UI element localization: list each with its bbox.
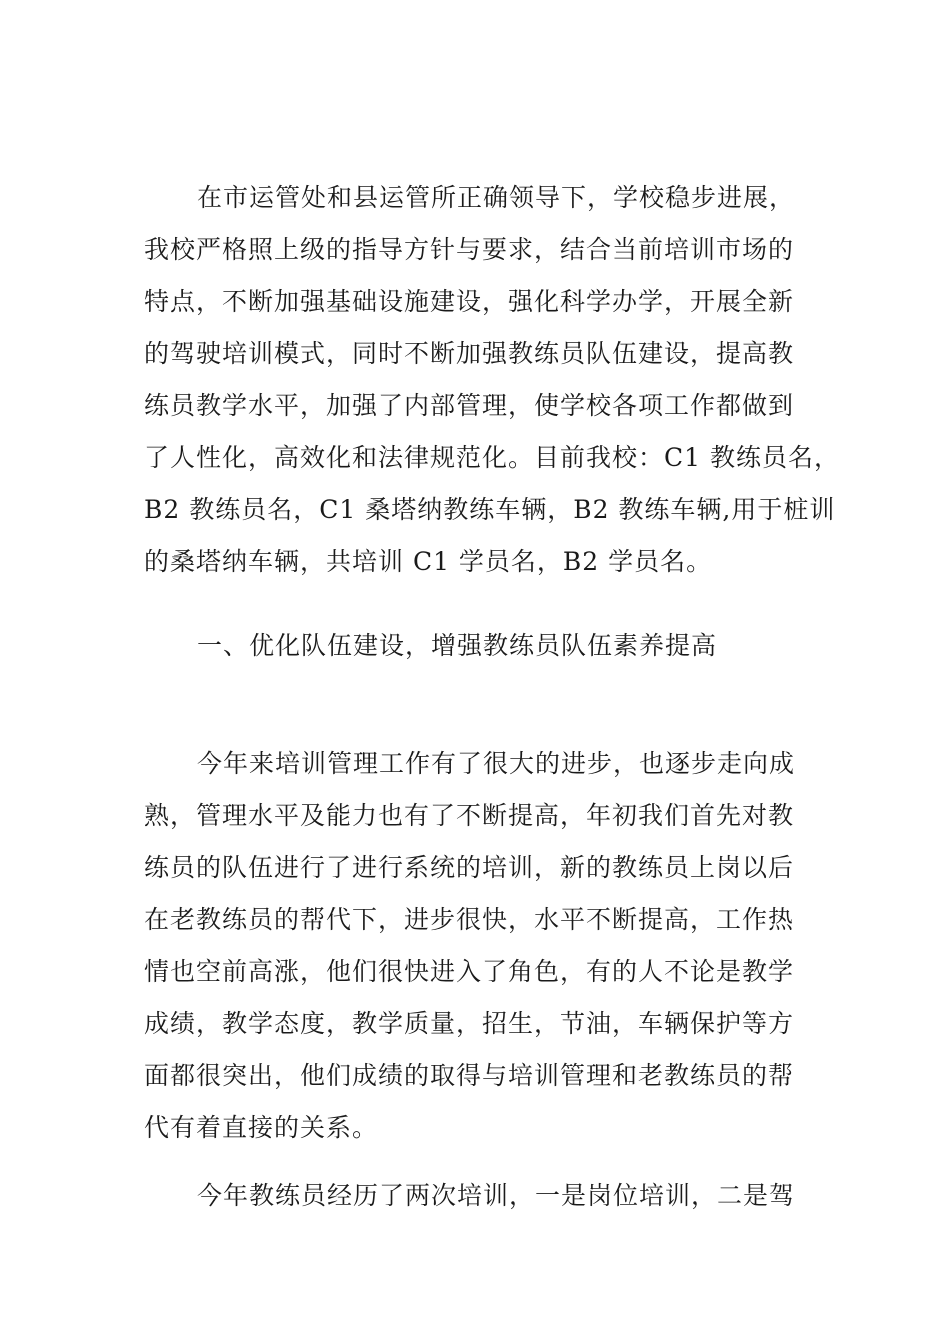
text-line: 代有着直接的关系。 — [144, 1113, 379, 1142]
text-line: 在老教练员的帮代下，进步很快，水平不断提高，工作热 — [144, 905, 795, 934]
text-line: 在市运管处和县运管所正确领导下，学校稳步进展， — [197, 183, 796, 212]
text-line: 成绩，教学态度，教学质量，招生，节油，车辆保护等方 — [144, 1009, 795, 1038]
text-line: 练员的队伍进行了进行系统的培训，新的教练员上岗以后 — [144, 853, 795, 882]
paragraph-training — [144, 738, 810, 1154]
text-line: 特点，不断加强基础设施建设，强化科学办学，开展全新 — [144, 287, 795, 316]
text-line: 面都很突出，他们成绩的取得与培训管理和老教练员的帮 — [144, 1061, 795, 1090]
text-line: 今年来培训管理工作有了很大的进步，也逐步走向成 — [197, 749, 796, 778]
text-line: 熟，管理水平及能力也有了不断提高，年初我们首先对教 — [144, 801, 795, 830]
text-line: 今年教练员经历了两次培训，一是岗位培训，二是驾 — [197, 1181, 796, 1210]
section-heading — [144, 620, 810, 672]
heading-line: 一、优化队伍建设，增强教练员队伍素养提高 — [197, 631, 718, 660]
text-line: 了人性化，高效化和法律规范化。目前我校：C1 教练员名， — [144, 443, 840, 472]
paragraph-two-trainings — [144, 1170, 810, 1222]
paragraph-intro — [144, 172, 840, 588]
text-line: B2 教练员名，C1 桑塔纳教练车辆，B2 教练车辆,用于桩训 — [144, 495, 836, 524]
text-line: 的驾驶培训模式，同时不断加强教练员队伍建设，提高教 — [144, 339, 795, 368]
text-line: 情也空前高涨，他们很快进入了角色，有的人不论是教学 — [144, 957, 795, 986]
text-line: 我校严格照上级的指导方针与要求，结合当前培训市场的 — [144, 235, 795, 264]
text-line: 的桑塔纳车辆，共培训 C1 学员名，B2 学员名。 — [144, 547, 713, 576]
text-line: 练员教学水平，加强了内部管理，使学校各项工作都做到 — [144, 391, 795, 420]
